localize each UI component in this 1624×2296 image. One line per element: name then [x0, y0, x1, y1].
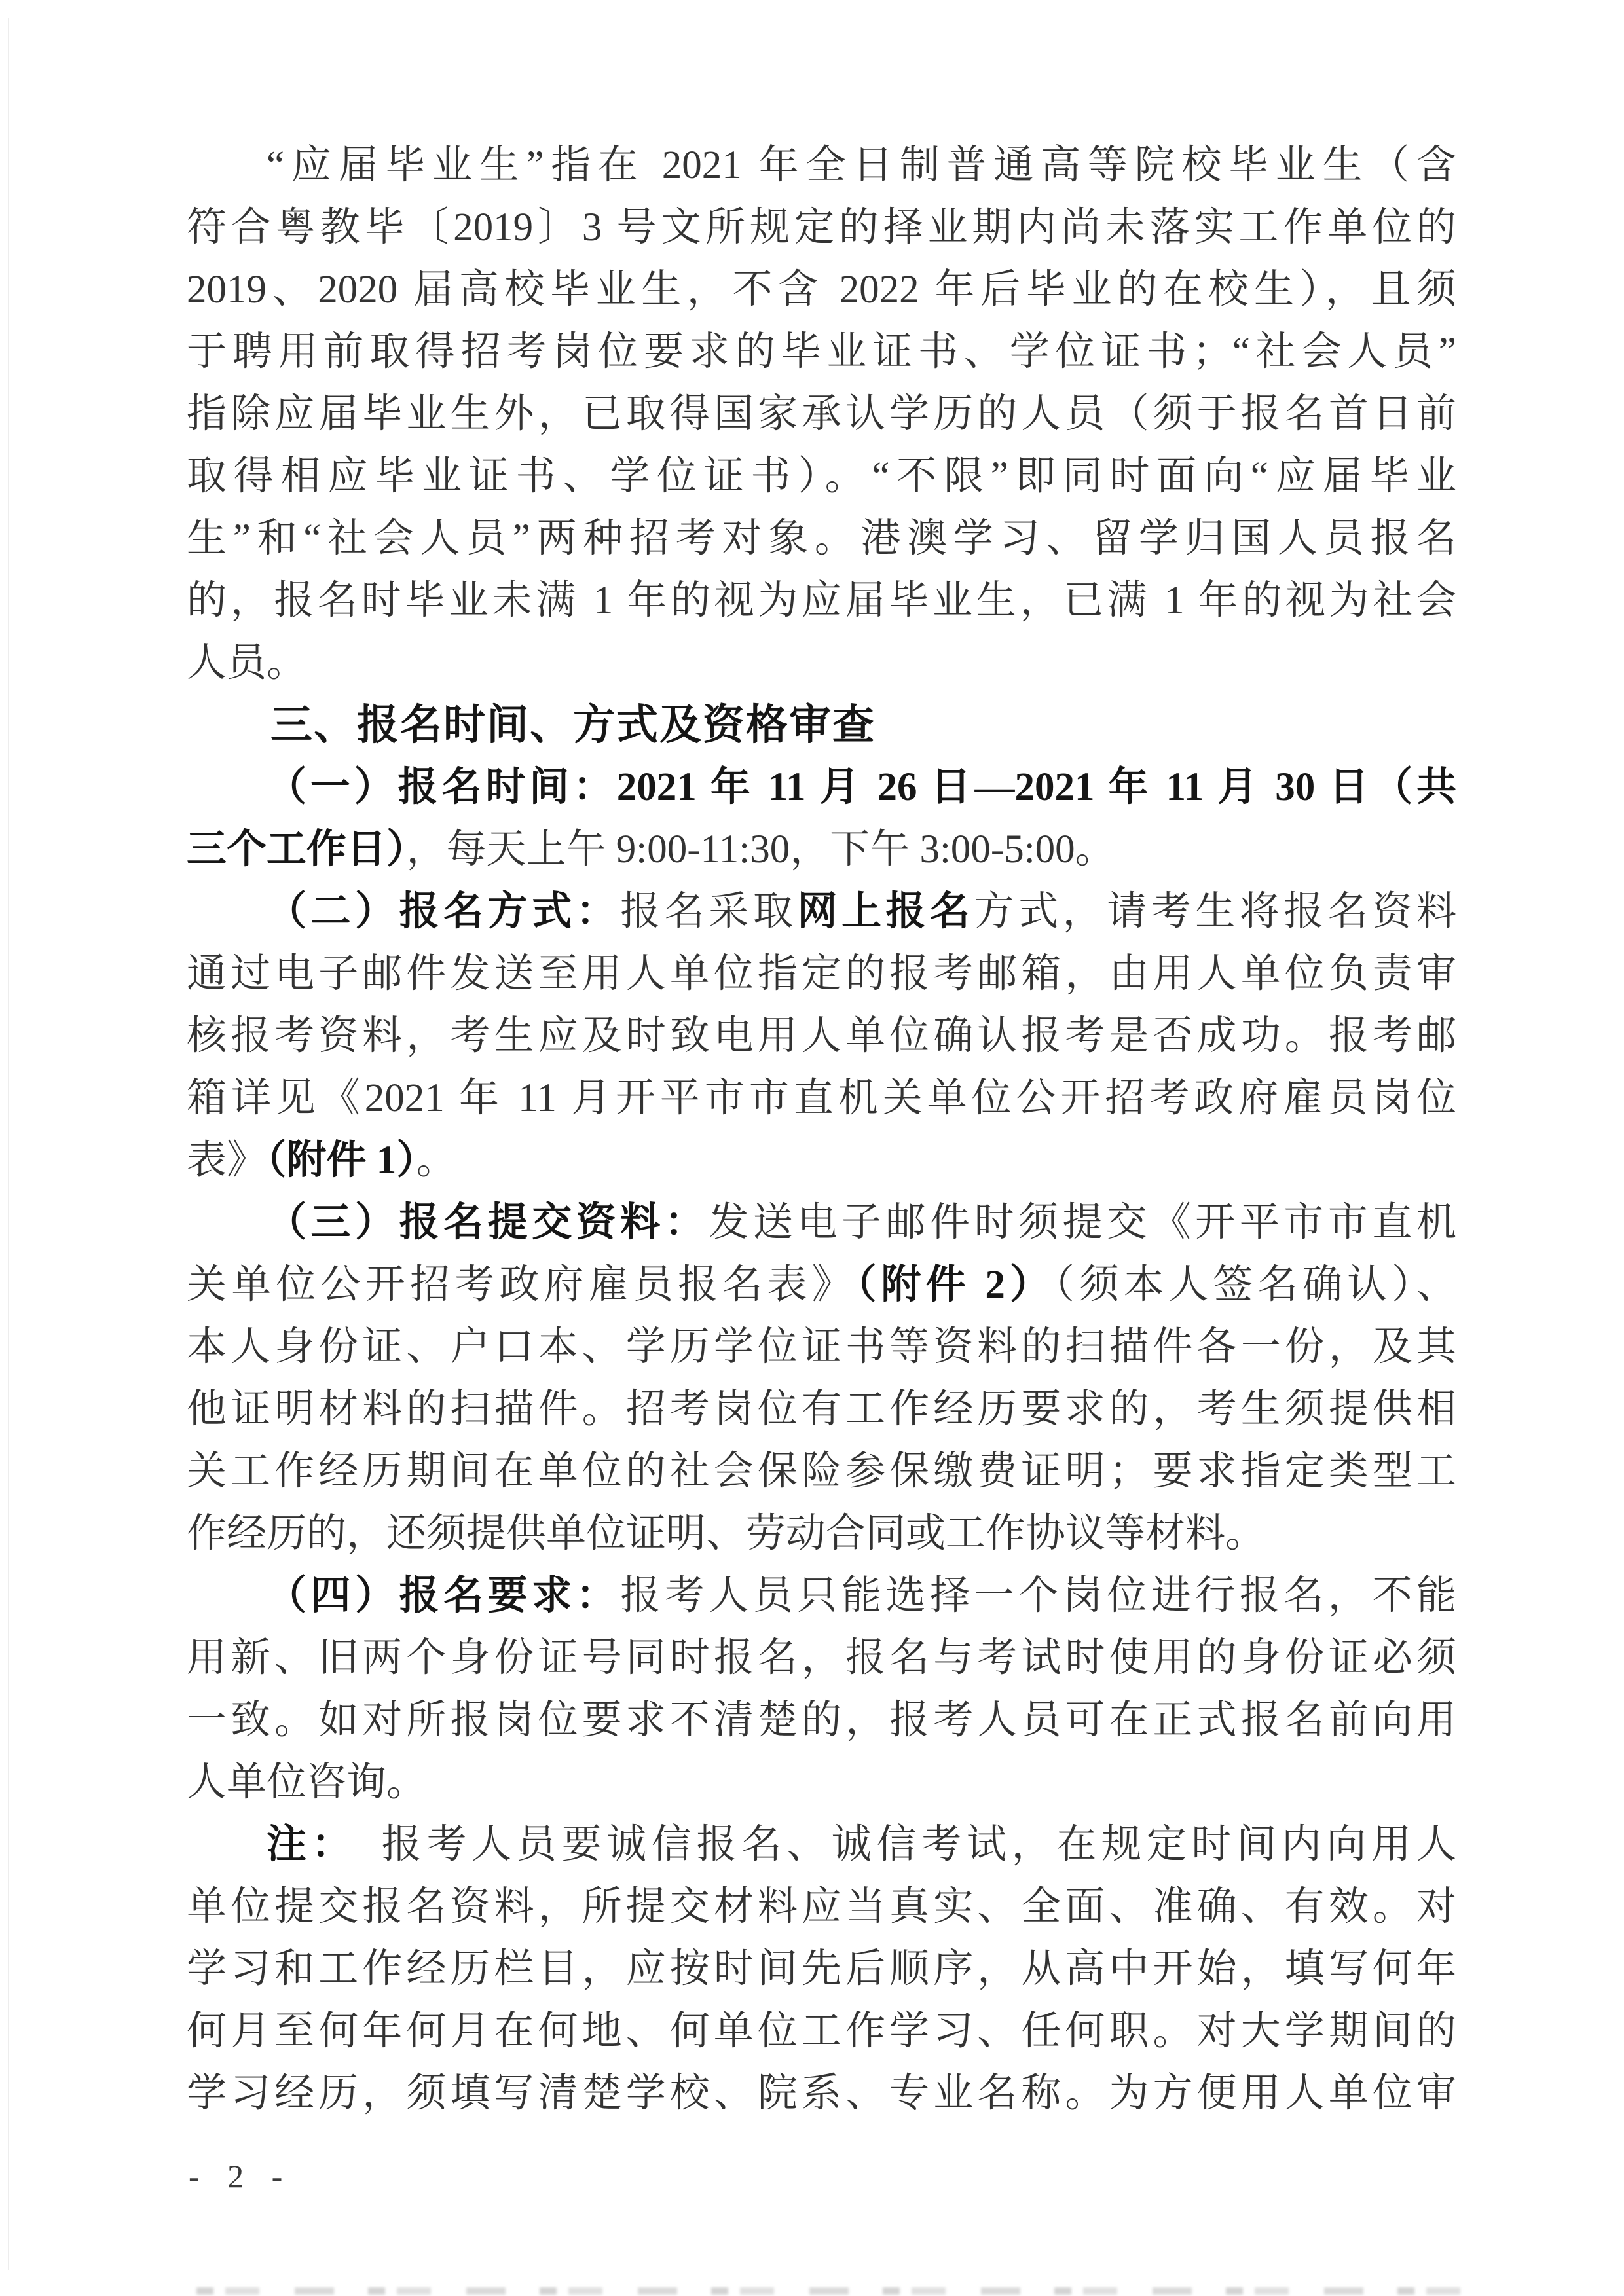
text-run: 表》	[187, 1139, 267, 1182]
text-line	[187, 321, 1456, 383]
text-line	[187, 1005, 1456, 1067]
text-run: 他证明材料的扫描件。招考岗位有工作经历要求的，考生须提供相	[187, 1387, 1456, 1431]
page-number: - 2 -	[189, 2158, 286, 2195]
bold-text-run: （一）报名时间：2021 年 11 月 26 日—2021 年 11 月 30 日（共	[267, 765, 1456, 809]
section-heading	[187, 694, 1456, 756]
text-line	[187, 1316, 1456, 1378]
bold-text-run: 网上报名	[797, 890, 974, 934]
text-line	[187, 1751, 1456, 1813]
text-run: 生”和“社会人员”两种招考对象。港澳学习、留学归国人员报名	[187, 517, 1456, 560]
text-line	[187, 1627, 1456, 1689]
text-line	[187, 632, 1456, 694]
bold-text-run: 三个工作日）	[187, 828, 407, 871]
text-line	[187, 383, 1456, 445]
text-line	[187, 1503, 1456, 1565]
text-run: 发送电子邮件时须提交《开平市市直机	[709, 1201, 1456, 1245]
text-line	[187, 1067, 1456, 1129]
text-run: 人员。	[187, 641, 307, 685]
text-run: 报名采取	[620, 890, 798, 934]
text-run: “应届毕业生”指在 2021 年全日制普通高等院校毕业生（含	[267, 143, 1456, 187]
text-line	[187, 445, 1456, 507]
bold-text-run: （附件 2）	[856, 1263, 1055, 1307]
text-line	[187, 756, 1456, 818]
text-run: 关工作经历期间在单位的社会保险参保缴费证明；要求指定类型工	[187, 1449, 1456, 1493]
text-line	[187, 507, 1456, 570]
text-run: 学习经历，须填写清楚学校、院系、专业名称。为方便用人单位审	[187, 2071, 1456, 2115]
text-run: 报考人员要诚信报名、诚信考试，在规定时间内向用人	[336, 1823, 1456, 1867]
text-line	[187, 1440, 1456, 1503]
text-line	[187, 1813, 1456, 1876]
text-run: 通过电子邮件发送至用人单位指定的报考邮箱，由用人单位负责审	[187, 952, 1456, 996]
text-run: 一致。如对所报岗位要求不清楚的，报考人员可在正式报名前向用	[187, 1698, 1456, 1742]
text-run: 2019、2020 届高校毕业生，不含 2022 年后毕业的在校生），且须	[187, 268, 1456, 312]
text-line	[187, 259, 1456, 321]
text-run: 何月至何年何月在何地、何单位工作学习、任何职。对大学期间的	[187, 2009, 1456, 2053]
text-line	[187, 2000, 1456, 2062]
bold-text-run: 三、报名时间、方式及资格审查	[270, 702, 876, 748]
bold-text-run: （附件 1）	[267, 1139, 416, 1182]
text-run: 单位提交报名资料，所提交材料应当真实、全面、准确、有效。对	[187, 1885, 1456, 1929]
text-run: 。	[416, 1139, 456, 1182]
text-line	[187, 1192, 1456, 1254]
text-block	[187, 134, 1456, 2124]
next-page-bleed-artifact	[196, 2287, 1460, 2295]
text-run: 于聘用前取得招考岗位要求的毕业证书、学位证书；“社会人员”	[187, 330, 1456, 374]
bold-text-run: （三）报名提交资料：	[267, 1201, 709, 1245]
text-line	[187, 1565, 1456, 1627]
text-run: 的，报名时毕业未满 1 年的视为应届毕业生，已满 1 年的视为社会	[187, 579, 1456, 623]
text-run: 核报考资料，考生应及时致电用人单位确认报考是否成功。报考邮	[187, 1014, 1456, 1058]
text-run: 方式，请考生将报名资料	[974, 890, 1456, 934]
text-run: ，每天上午 9:00-11:30，下午 3:00-5:00。	[406, 828, 1115, 871]
text-line	[187, 943, 1456, 1005]
text-run: 取得相应毕业证书、学位证书）。“不限”即同时面向“应届毕业	[187, 454, 1456, 498]
text-line	[187, 881, 1456, 943]
text-line	[187, 1254, 1456, 1316]
text-line	[187, 570, 1456, 632]
text-run: （须本人签名确认）、	[1054, 1263, 1456, 1307]
text-run: 用新、旧两个身份证号同时报名，报名与考试时使用的身份证必须	[187, 1636, 1456, 1680]
text-line	[187, 1129, 1456, 1192]
text-line	[187, 1938, 1456, 2000]
text-line	[187, 1876, 1456, 1938]
text-run: 作经历的，还须提供单位证明、劳动合同或工作协议等材料。	[187, 1512, 1266, 1556]
text-line	[187, 1378, 1456, 1440]
text-run: 箱详见《2021 年 11 月开平市市直机关单位公开招考政府雇员岗位	[187, 1076, 1456, 1120]
text-run: 本人身份证、户口本、学历学位证书等资料的扫描件各一份，及其	[187, 1325, 1456, 1369]
bold-text-run: （二）报名方式：	[267, 890, 621, 934]
bold-text-run: 注：	[267, 1823, 337, 1867]
scan-edge-line	[8, 18, 9, 2270]
text-run: 人单位咨询。	[187, 1760, 427, 1804]
text-line	[187, 196, 1456, 259]
text-line	[187, 1689, 1456, 1751]
text-line	[187, 818, 1456, 881]
text-run: 指除应届毕业生外，已取得国家承认学历的人员（须于报名首日前	[187, 392, 1456, 436]
bold-text-run: （四）报名要求：	[267, 1574, 621, 1618]
text-line	[187, 2062, 1456, 2124]
text-run: 学习和工作经历栏目，应按时间先后顺序，从高中开始，填写何年	[187, 1947, 1456, 1991]
text-run: 关单位公开招考政府雇员报名表》	[187, 1263, 857, 1307]
text-line	[187, 134, 1456, 196]
text-run: 报考人员只能选择一个岗位进行报名，不能	[620, 1574, 1456, 1618]
text-run: 符合粤教毕〔2019〕3 号文所规定的择业期内尚未落实工作单位的	[187, 206, 1456, 249]
